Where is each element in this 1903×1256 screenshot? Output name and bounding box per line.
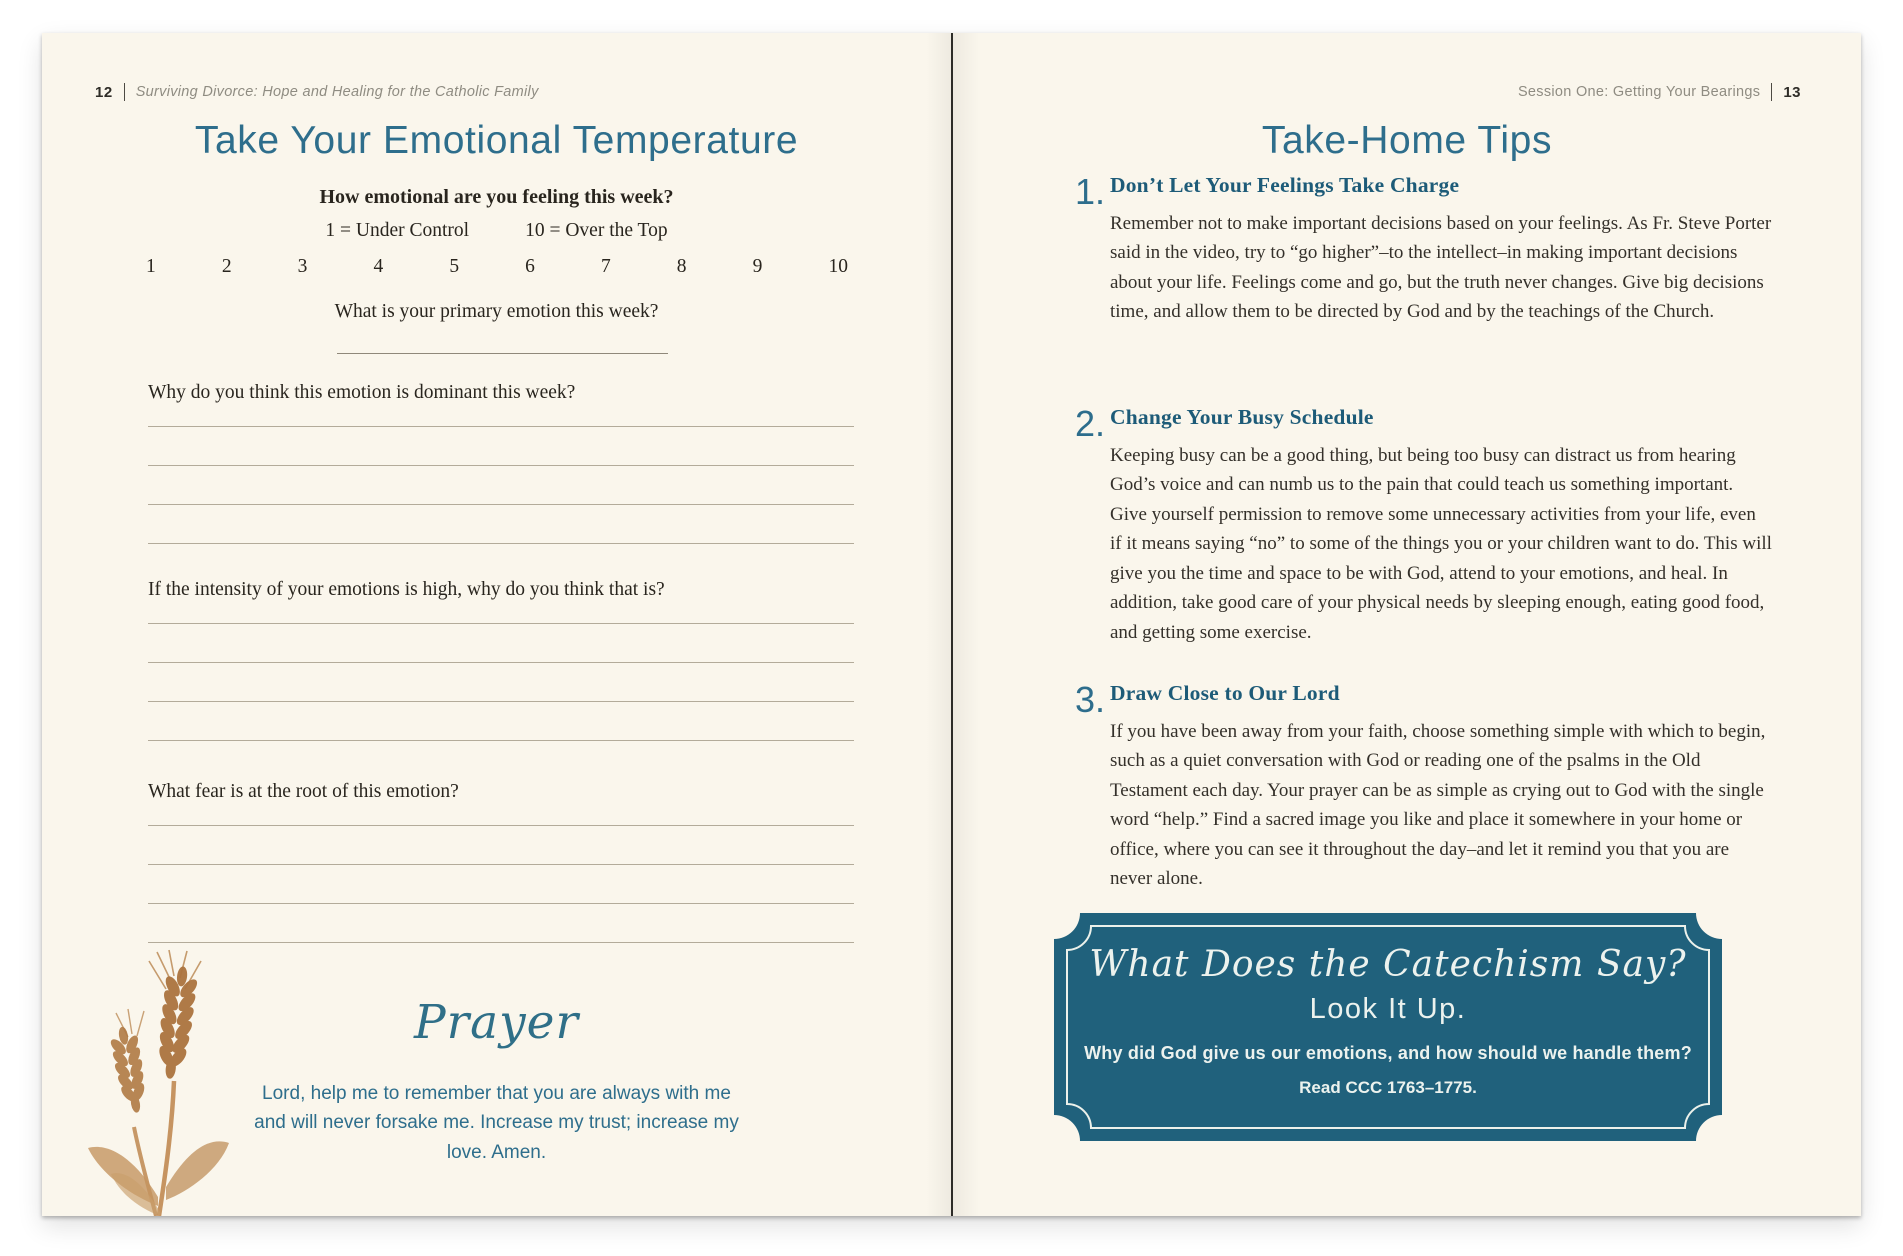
tip-number: 3. xyxy=(1075,679,1106,720)
look-it-up-subheading: Look It Up. xyxy=(1309,992,1467,1025)
answer-line xyxy=(148,826,854,865)
tip-heading: Change Your Busy Schedule xyxy=(1110,405,1374,429)
answer-line xyxy=(148,904,854,943)
scale-number: 5 xyxy=(449,256,460,277)
prayer-text: Lord, help me to remember that you are always with me and will never forsake me. Increase my trust; increase my love. Amen. xyxy=(254,1083,739,1163)
scale-legend xyxy=(42,220,951,242)
scale-number: 6 xyxy=(525,256,535,277)
right-running-head xyxy=(1518,83,1801,101)
scale-prompt: How emotional are you feeling this week? xyxy=(319,186,674,208)
tip-body: Remember not to make important decisions based on your feelings. As Fr. Steve Porter said in the video, try to “go higher”–to the intellect–in making important decisions about your life. Feelings come and go, but the truth never changes. Give big decisions time, and allow them to be directed by God and by the teachings of the Church. xyxy=(1110,213,1772,323)
answer-line xyxy=(148,505,854,544)
emotion-scale xyxy=(146,256,848,278)
question-block xyxy=(148,778,854,943)
question-text: Why do you think this emotion is dominant this week? xyxy=(148,382,576,403)
scale-legend-low: 1 = Under Control xyxy=(325,220,470,241)
answer-line xyxy=(148,663,854,702)
primary-emotion-answer-line xyxy=(337,333,668,354)
answer-line xyxy=(148,805,854,826)
catechism-reference: Read CCC 1763–1775. xyxy=(1299,1077,1477,1097)
prayer-heading: Prayer xyxy=(414,995,579,1050)
page-number: 12 xyxy=(95,83,113,101)
scale-number: 3 xyxy=(297,256,308,277)
catechism-box xyxy=(1054,913,1722,1141)
wheat-illustration xyxy=(70,949,265,1216)
page-number: 13 xyxy=(1783,83,1801,101)
tip-item xyxy=(1075,405,1775,647)
header-divider xyxy=(1771,83,1772,101)
tip-heading: Draw Close to Our Lord xyxy=(1110,681,1340,705)
right-page xyxy=(953,33,1861,1216)
header-divider xyxy=(124,83,125,101)
scale-legend-high: 10 = Over the Top xyxy=(525,220,668,241)
catechism-script-heading: What Does the Catechism Say? xyxy=(1089,944,1687,985)
scale-number: 1 xyxy=(146,256,156,277)
answer-line xyxy=(148,466,854,505)
primary-emotion-prompt: What is your primary emotion this week? xyxy=(334,301,659,322)
question-block xyxy=(148,379,854,544)
question-text: What fear is at the root of this emotion? xyxy=(148,781,459,802)
scale-number: 10 xyxy=(828,256,848,277)
tip-item xyxy=(1075,173,1775,327)
open-book-spread xyxy=(42,33,1861,1216)
answer-line xyxy=(148,865,854,904)
running-title: Surviving Divorce: Hope and Healing for the Catholic Family xyxy=(135,84,539,100)
question-text: If the intensity of your emotions is high, why do you think that is? xyxy=(148,579,665,600)
tip-body: Keeping busy can be a good thing, but being too busy can distract us from hearing God’s voice and can numb us to the pain that could teach us something important. Give yourself permission to remove some unnecessary activities from your life, even if it means saying “no” to some of the things you or your children want to do. This will give you the time and space to be with God, attend to your emotions, and heal. In addition, take good care of your physical needs by sleeping enough, eating good food, and getting some exercise. xyxy=(1110,445,1772,643)
scale-number: 8 xyxy=(676,256,687,277)
answer-line xyxy=(148,603,854,624)
running-title: Session One: Getting Your Bearings xyxy=(1517,84,1761,100)
scale-number: 9 xyxy=(752,256,763,277)
tip-number: 1. xyxy=(1075,171,1106,212)
answer-line xyxy=(148,406,854,427)
tip-item xyxy=(1075,681,1775,894)
tip-number: 2. xyxy=(1075,403,1106,444)
answer-line xyxy=(148,624,854,663)
answer-line xyxy=(148,427,854,466)
left-running-head xyxy=(95,83,539,101)
page-title: Take-Home Tips xyxy=(1261,119,1553,162)
scale-number: 2 xyxy=(221,256,232,277)
tip-heading: Don’t Let Your Feelings Take Charge xyxy=(1110,173,1460,197)
left-page xyxy=(42,33,951,1216)
question-block xyxy=(148,576,854,741)
answer-line xyxy=(148,702,854,741)
catechism-question: Why did God give us our emotions, and how should we handle them? xyxy=(1084,1042,1692,1063)
page-title: Take Your Emotional Temperature xyxy=(194,119,799,162)
tip-body: If you have been away from your faith, choose something simple with which to begin, such as a quiet conversation with God or reading one of the psalms in the Old Testament each day. Your prayer can be as simple as crying out to God with the single word “help.” Find a sacred image you like and place it somewhere in your home or office, where you can see it throughout the day–and let it remind you that you are never alone. xyxy=(1110,721,1766,890)
scale-number: 4 xyxy=(373,256,384,277)
scale-number: 7 xyxy=(600,256,611,277)
